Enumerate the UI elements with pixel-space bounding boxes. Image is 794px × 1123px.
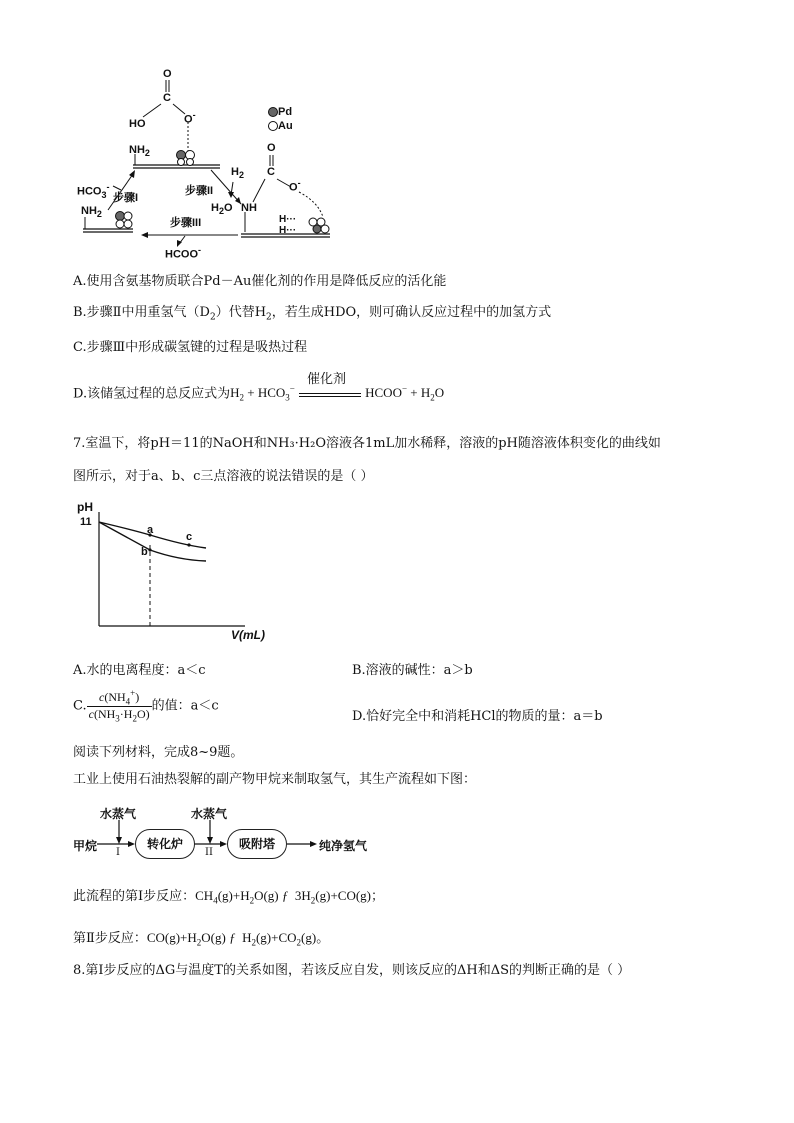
right-c-label: C <box>267 166 275 178</box>
step2-label: 步骤II <box>185 185 214 197</box>
q6-option-b: B.步骤Ⅱ中用重氢气$(D_2)$代替$H_2$，若生成HDO，则可确认反应过程中的加氢方式 <box>73 305 552 323</box>
q6-option-c: C.步骤Ⅲ中形成碳氢键的过程是吸热过程 <box>73 340 308 355</box>
hco3-label: $HCO_3^-$ <box>77 182 110 200</box>
catalyst-label: 催化剂 <box>306 372 346 388</box>
q8-stem: 8.第Ⅰ步反应的ΔG与温度T的关系如图，若该反应自发，则该反应的ΔH和ΔS的判断正确的是（ ） <box>73 963 631 978</box>
point-c <box>187 543 190 546</box>
ph-chart-svg <box>73 500 283 645</box>
q7-stem-line2: 图所示，对于a、b、c三点溶液的说法错误的是（ ） <box>73 469 374 484</box>
h-dots-label: H··· H··· <box>279 214 297 236</box>
pd-legend-icon <box>269 108 278 117</box>
step3-label: 步骤III <box>170 217 202 229</box>
label-a: a <box>147 524 154 536</box>
right-nh-label: NH <box>241 202 257 214</box>
hcoo-label: HCOO- <box>165 245 201 261</box>
tower-box: 吸附塔 <box>227 829 287 859</box>
left-nh2-label: $NH_2$ <box>81 205 102 220</box>
q6-option-d: D.该储氢过程的总反应式为$H_2 + HCO_3^-$ 催化剂 HCOO− + $H_2O$ <box>73 372 445 403</box>
steam-label-2: 水蒸气 <box>191 807 228 821</box>
step-ii-label: II <box>205 847 213 858</box>
top-c-label: C <box>163 92 171 104</box>
q7-option-c: C. $\frac{c(NH_4^+)}{c(NH_3\cdot H_2O)}$ 的值：a＜c <box>73 688 219 724</box>
pd-legend-label: Pd <box>278 106 293 118</box>
furnace-box: 转化炉 <box>135 829 195 859</box>
au-legend-icon <box>269 122 278 131</box>
point-b <box>148 548 151 551</box>
y-axis-label: pH <box>77 500 93 514</box>
au-legend-label: Au <box>278 120 293 132</box>
right-ominus-label: O- <box>289 178 301 194</box>
reaction-step2: 第Ⅱ步反应：$CO(g)+H_2O(g)$ ƒ $H_2(g)+CO_2(g)$。 <box>73 930 330 948</box>
steam-label-1: 水蒸气 <box>100 807 137 821</box>
step-i-label: I <box>116 847 120 858</box>
mechanism-diagram <box>73 62 353 267</box>
x-axis-label: V(mL) <box>231 628 265 642</box>
q7-option-b: B.溶液的碱性：a＞b <box>352 663 473 678</box>
methane-label: 甲烷 <box>73 839 98 853</box>
h2-label: $H_2$ <box>231 166 244 181</box>
top-ominus-label: O- <box>184 110 196 126</box>
label-c: c <box>186 531 193 543</box>
q6-option-a: A.使用含氨基物质联合Pd－Au催化剂的作用是降低反应的活化能 <box>73 274 447 289</box>
label-b: b <box>141 546 148 558</box>
product-label: 纯净氢气 <box>319 839 368 853</box>
right-o-label: O <box>267 142 276 154</box>
reading-line1: 阅读下列材料，完成8~9题。 <box>73 745 244 760</box>
reaction-step1: 此流程的第Ⅰ步反应：$CH_4(g)+H_2O(g)$ ƒ $3H_2(g)+CO(g)$； <box>73 888 385 906</box>
mechanism-figure <box>73 62 353 267</box>
top-o-label: O <box>163 68 172 80</box>
q7-option-d: D.恰好完全中和消耗HCl的物质的量：a＝b <box>352 709 603 724</box>
ph-chart <box>73 500 283 645</box>
y-tick-11: 11 <box>80 516 92 528</box>
q7-stem-line1: 7.室温下，将pH＝11的NaOH和NH₃·H₂O溶液各1mL加水稀释，溶液的pH随溶液体积变化的曲线如 <box>73 436 661 451</box>
h2o-label: $H_2O$ <box>211 202 233 217</box>
top-nh2-label: $NH_2$ <box>129 144 150 159</box>
q7-option-a: A.水的电离程度：a＜c <box>73 663 206 678</box>
top-ho-label: HO <box>129 118 146 130</box>
step1-label: 步骤I <box>113 192 139 204</box>
process-flow-diagram <box>73 800 373 870</box>
reading-line2: 工业上使用石油热裂解的副产物甲烷来制取氢气，其生产流程如下图： <box>73 772 477 787</box>
